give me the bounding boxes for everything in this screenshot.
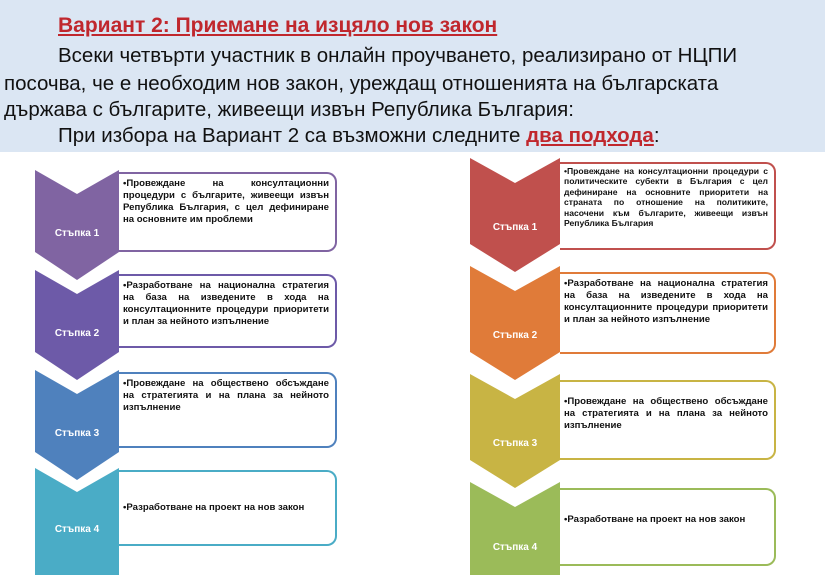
right-step-1-chevron (470, 158, 560, 272)
right-step-2-shape (470, 266, 560, 380)
left-step-4-shape (35, 468, 119, 575)
intro-line-4-end: : (653, 124, 660, 147)
right-step-1-label: Стъпка 1 (492, 222, 538, 233)
right-step-4-shape (470, 482, 560, 575)
intro-line-4 (58, 124, 660, 148)
left-step-3-box: •Провеждане на обществено обсъждане на стратегията и на плана за нейното изпълнение (119, 372, 337, 448)
intro-line-4-text: При избора на Вариант 2 са възможни следните (58, 124, 527, 147)
intro-banner (0, 0, 825, 152)
left-step-1-box: •Провеждане на консултационни процедури с българите, живеещи извън Република България, с цел дефиниране на основните им проблеми (119, 172, 337, 252)
intro-line-2: посочва, че е необходим нов закон, уреждащ отношенията на българската (4, 72, 719, 95)
left-step-3-shape (35, 370, 119, 480)
left-step-2-shape (35, 270, 119, 380)
left-step-4-box: •Разработване на проект на нов закон (119, 470, 337, 546)
right-step-1-box: •Провеждане на консултационни процедури с политическите субекти в България с цел дефиниране на основните приоритети на страната по отношение на политиките, насочени към българите, живеещи извън Република България (560, 162, 776, 250)
intro-line-3: държава с българите, живеещи извън Република България: (4, 98, 574, 121)
right-step-3-label: Стъпка 3 (492, 438, 538, 449)
left-step-1-shape (35, 170, 119, 280)
section-title: Вариант 2: Приемане на изцяло нов закон (58, 14, 498, 37)
left-step-4-chevron (35, 468, 119, 575)
approaches-highlight: два подхода (526, 124, 654, 147)
right-step-4-label: Стъпка 4 (492, 542, 538, 553)
left-step-2-label: Стъпка 2 (54, 328, 100, 339)
intro-line-1: Всеки четвърти участник в онлайн проучването, реализирано от НЦПИ (58, 44, 738, 67)
left-step-3-label: Стъпка 3 (54, 428, 100, 439)
right-step-3-shape (470, 374, 560, 488)
left-step-3-chevron (35, 370, 119, 480)
left-step-1-chevron (35, 170, 119, 280)
right-step-2-box: •Разработване на национална стратегия на база на изведените в хода на консултационните процедури приоритети и план за нейното изпълнение (560, 272, 776, 354)
right-step-3-box: •Провеждане на обществено обсъждане на стратегията и на плана за нейното изпълнение (560, 380, 776, 460)
left-step-1-label: Стъпка 1 (54, 228, 100, 239)
left-step-2-box: •Разработване на национална стратегия на база на изведените в хода на консултационните процедури приоритети и план за нейното изпълнение (119, 274, 337, 348)
left-step-2-chevron (35, 270, 119, 380)
right-step-4-chevron (470, 482, 560, 575)
right-step-2-label: Стъпка 2 (492, 330, 538, 341)
right-step-1-shape (470, 158, 560, 272)
right-step-3-chevron (470, 374, 560, 488)
left-step-4-label: Стъпка 4 (54, 524, 100, 535)
right-step-4-box: •Разработване на проект на нов закон (560, 488, 776, 566)
right-step-2-chevron (470, 266, 560, 380)
